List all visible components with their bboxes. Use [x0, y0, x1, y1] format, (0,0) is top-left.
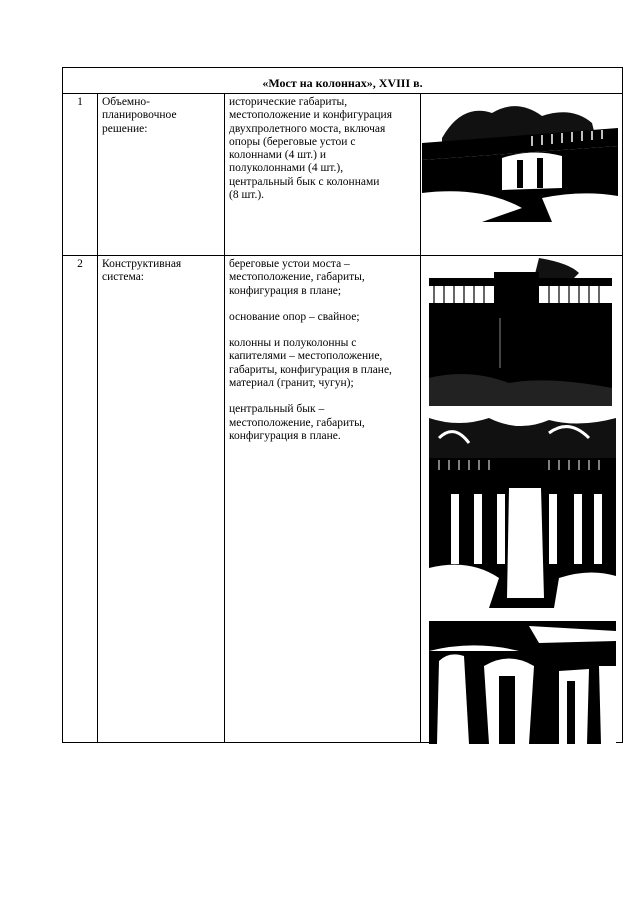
row-name	[102, 258, 181, 285]
column-divider	[97, 94, 98, 742]
row-name-line: решение:	[102, 122, 148, 135]
row-number: 1	[77, 96, 83, 108]
description-line: габариты, конфигурация в плане,	[229, 363, 392, 376]
row-number: 2	[77, 258, 83, 270]
row-name-line: Конструктивная	[102, 258, 182, 270]
description-paragraph	[229, 337, 392, 390]
description-line: колонны и полуколонны с	[229, 337, 357, 350]
description-paragraph	[229, 403, 392, 443]
row-name-line: Объемно-	[102, 96, 150, 108]
table-title-row	[63, 68, 622, 94]
description-line: местоположение, габариты,	[229, 271, 365, 284]
description-line: (8 шт.).	[229, 189, 265, 202]
description-paragraph	[229, 311, 392, 324]
row-divider	[63, 255, 622, 256]
description-line: опоры (береговые устои с	[229, 135, 356, 148]
description-line: центральный бык с колоннами	[229, 175, 380, 188]
column-detail-photo	[429, 621, 616, 744]
abutment-photo	[429, 258, 612, 406]
bridge-overview-photo	[422, 98, 618, 222]
description-line: местоположение, габариты,	[229, 416, 365, 429]
description-line: колоннами (4 шт.) и	[229, 149, 327, 162]
column-divider	[224, 94, 225, 742]
row-description	[229, 96, 392, 215]
description-line: полуколоннами (4 шт.),	[229, 162, 344, 175]
description-line: материал (гранит, чугун);	[229, 377, 354, 390]
description-paragraph	[229, 258, 392, 298]
column-divider	[420, 94, 421, 742]
description-line: капителями – местоположение,	[229, 350, 383, 363]
description-line: двухпролетного моста, включая	[229, 122, 386, 135]
description-line: местоположение и конфигурация	[229, 109, 392, 122]
description-line: основание опор – свайное;	[229, 310, 360, 323]
monument-table	[62, 67, 623, 743]
central-pier-photo	[429, 418, 616, 608]
row-name	[102, 96, 177, 136]
description-line: береговые устои моста –	[229, 258, 350, 270]
description-line: конфигурация в плане.	[229, 429, 341, 442]
table-title: «Мост на колоннах», XVIII в.	[262, 76, 423, 90]
description-line: конфигурация в плане;	[229, 284, 342, 297]
row-name-line: система:	[102, 271, 144, 284]
row-name-line: планировочное	[102, 109, 177, 122]
description-line: центральный бык –	[229, 403, 325, 416]
description-line: исторические габариты,	[229, 96, 348, 108]
description-paragraph	[229, 96, 392, 202]
row-description	[229, 258, 392, 456]
